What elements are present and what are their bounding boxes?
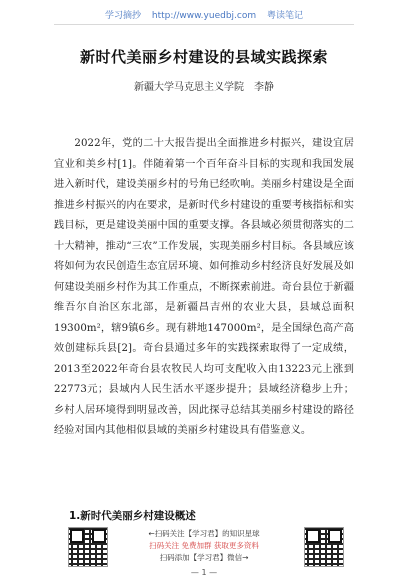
header-left-text: 学习摘抄 [104, 11, 141, 21]
page-number: — 1 — [190, 568, 218, 577]
qr-code-icon[interactable] [304, 527, 344, 567]
qr-code-icon[interactable] [68, 527, 108, 567]
article-author: 新疆大学马克思主义学院 李静 [134, 82, 274, 93]
page-header [0, 8, 408, 21]
header-url-link[interactable]: http://www.yuedbj.com [151, 11, 257, 21]
article-paragraph: 2022年，党的二十大报告提出全面推进乡村振兴，建设宜居宜业和美乡村[1]。伴随着第一个百年奋斗目标的实现和我国发展进入新时代，建设美丽乡村的号角已经吹响。美丽乡村建设是全面推进乡村振兴的内在要求，是新时代乡村建设的重要考核指标和实践目标，更是建设美丽中国的重要支撑。各县域必须贯彻落实的二十大精神，推动“三农”工作发展，实现美丽乡村目标。各县域应该将如何为农民创造生态宜居环境、如何推动乡村经济良好发展及如何建设美丽乡村作为其工作重点，不断探索前进。奇台县位于新疆维吾尔自治区东北部，是新疆昌吉州的农业大县，县域总面积19300m²，辖9镇6乡。现有耕地147000m²，是全国绿色高产高效创建标兵县[2]。奇台县通过多年的实践探索取得了一定成绩，2013至2022年奇台县农牧民人均可支配收入由13223元上涨到22773元；县域内人民生活水平逐步提升；县域经济稳步上升；乡村人居环境得到明显改善，因此探寻总结其美丽乡村建设的路径经验对国内其他相似县域的美丽乡村建设具有借鉴意义。 [54, 138, 354, 436]
header-right-text: 粤读笔记 [267, 11, 304, 21]
promo-text [118, 528, 290, 564]
header-divider [54, 24, 354, 25]
promo-line-1: ←扫码关注【学习君】的知识星球 [148, 529, 260, 538]
promo-line-2: 扫码关注 免费加群 获取更多资料 [149, 541, 259, 550]
section-heading: 1.新时代美丽乡村建设概述 [69, 510, 196, 522]
article-title: 新时代美丽乡村建设的县域实践探索 [79, 48, 328, 66]
promo-line-3: 扫码添加【学习君】微信→ [159, 553, 249, 562]
